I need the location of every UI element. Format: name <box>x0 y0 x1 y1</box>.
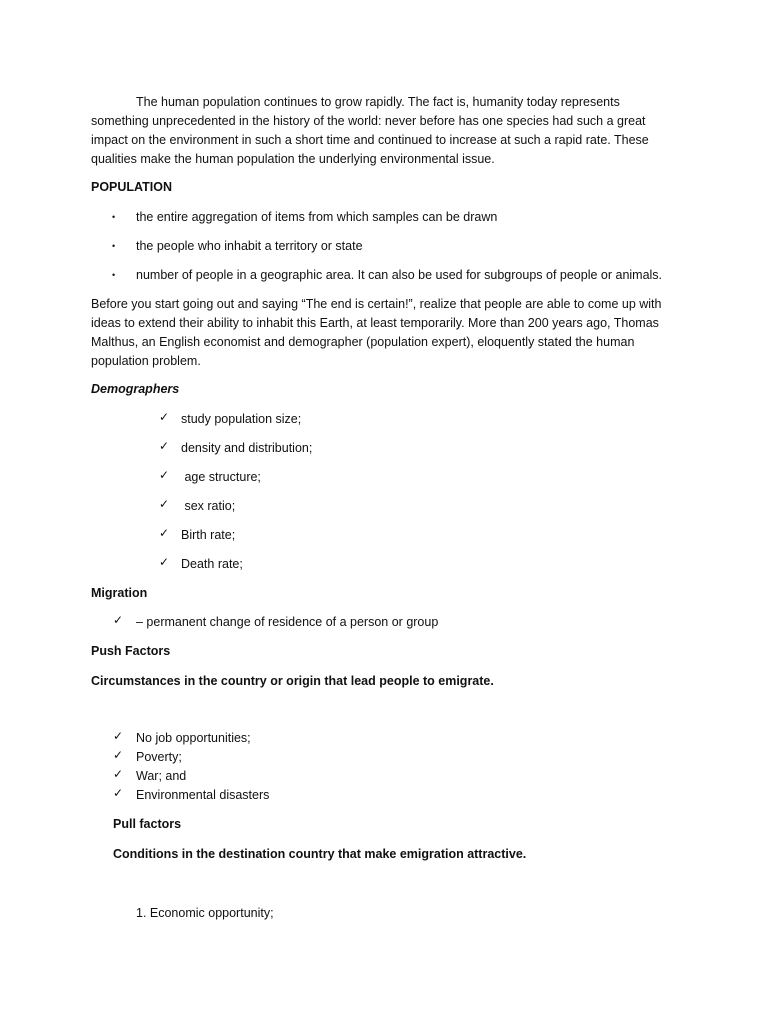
population-item: the people who inhabit a territory or state <box>136 239 363 253</box>
checkmark-icon: ✓ <box>159 555 170 569</box>
checkmark-icon: ✓ <box>113 748 124 762</box>
bullet-icon: • <box>112 212 116 222</box>
intro-line: impact on the environment in such a short time and continued to increase at such a rapid rate. These <box>91 133 649 147</box>
checkmark-icon: ✓ <box>159 439 170 453</box>
demographers-item: sex ratio; <box>181 499 236 513</box>
checkmark-icon: ✓ <box>159 526 170 540</box>
push-factor-item: Poverty; <box>136 750 182 764</box>
population-item: the entire aggregation of items from which samples can be drawn <box>136 210 498 224</box>
intro-line: The human population continues to grow rapidly. The fact is, humanity today represents <box>136 95 620 109</box>
demographers-item: age structure; <box>181 470 261 484</box>
checkmark-icon: ✓ <box>113 767 124 781</box>
malthus-line: ideas to extend their ability to inhabit this Earth, at least temporarily. More than 200 years ago, Thomas <box>91 316 659 330</box>
population-item: number of people in a geographic area. It can also be used for subgroups of people or animals. <box>136 268 663 282</box>
checkmark-icon: ✓ <box>113 786 124 800</box>
malthus-line: population problem. <box>91 354 201 368</box>
pull-factors-heading: Pull factors <box>113 817 182 831</box>
demographers-heading: Demographers <box>91 382 180 396</box>
push-factors-subheading: Circumstances in the country or origin that lead people to emigrate. <box>91 674 494 688</box>
checkmark-icon: ✓ <box>159 468 170 482</box>
pull-factors-subheading: Conditions in the destination country that make emigration attractive. <box>113 847 527 861</box>
intro-line: qualities make the human population the underlying environmental issue. <box>91 152 495 166</box>
malthus-line: Before you start going out and saying “The end is certain!”, realize that people are able to come up with <box>91 297 662 311</box>
pull-factor-item: 1. Economic opportunity; <box>136 906 274 920</box>
push-factor-item: No job opportunities; <box>136 731 251 745</box>
push-factor-item: War; and <box>136 769 187 783</box>
checkmark-icon: ✓ <box>113 729 124 743</box>
checkmark-icon: ✓ <box>113 613 124 627</box>
demographers-item: density and distribution; <box>181 441 313 455</box>
demographers-item: study population size; <box>181 412 302 426</box>
bullet-icon: • <box>112 241 116 251</box>
malthus-line: Malthus, an English economist and demographer (population expert), eloquently stated the human <box>91 335 635 349</box>
push-factors-heading: Push Factors <box>91 644 171 658</box>
bullet-icon: • <box>112 270 116 280</box>
demographers-item: Death rate; <box>181 557 243 571</box>
checkmark-icon: ✓ <box>159 497 170 511</box>
population-heading: POPULATION <box>91 180 173 194</box>
checkmark-icon: ✓ <box>159 410 170 424</box>
push-factor-item: Environmental disasters <box>136 788 270 802</box>
intro-line: something unprecedented in the history of the world: never before has one species had such a great <box>91 114 646 128</box>
migration-item: – permanent change of residence of a person or group <box>136 615 439 629</box>
demographers-item: Birth rate; <box>181 528 236 542</box>
migration-heading: Migration <box>91 586 148 600</box>
